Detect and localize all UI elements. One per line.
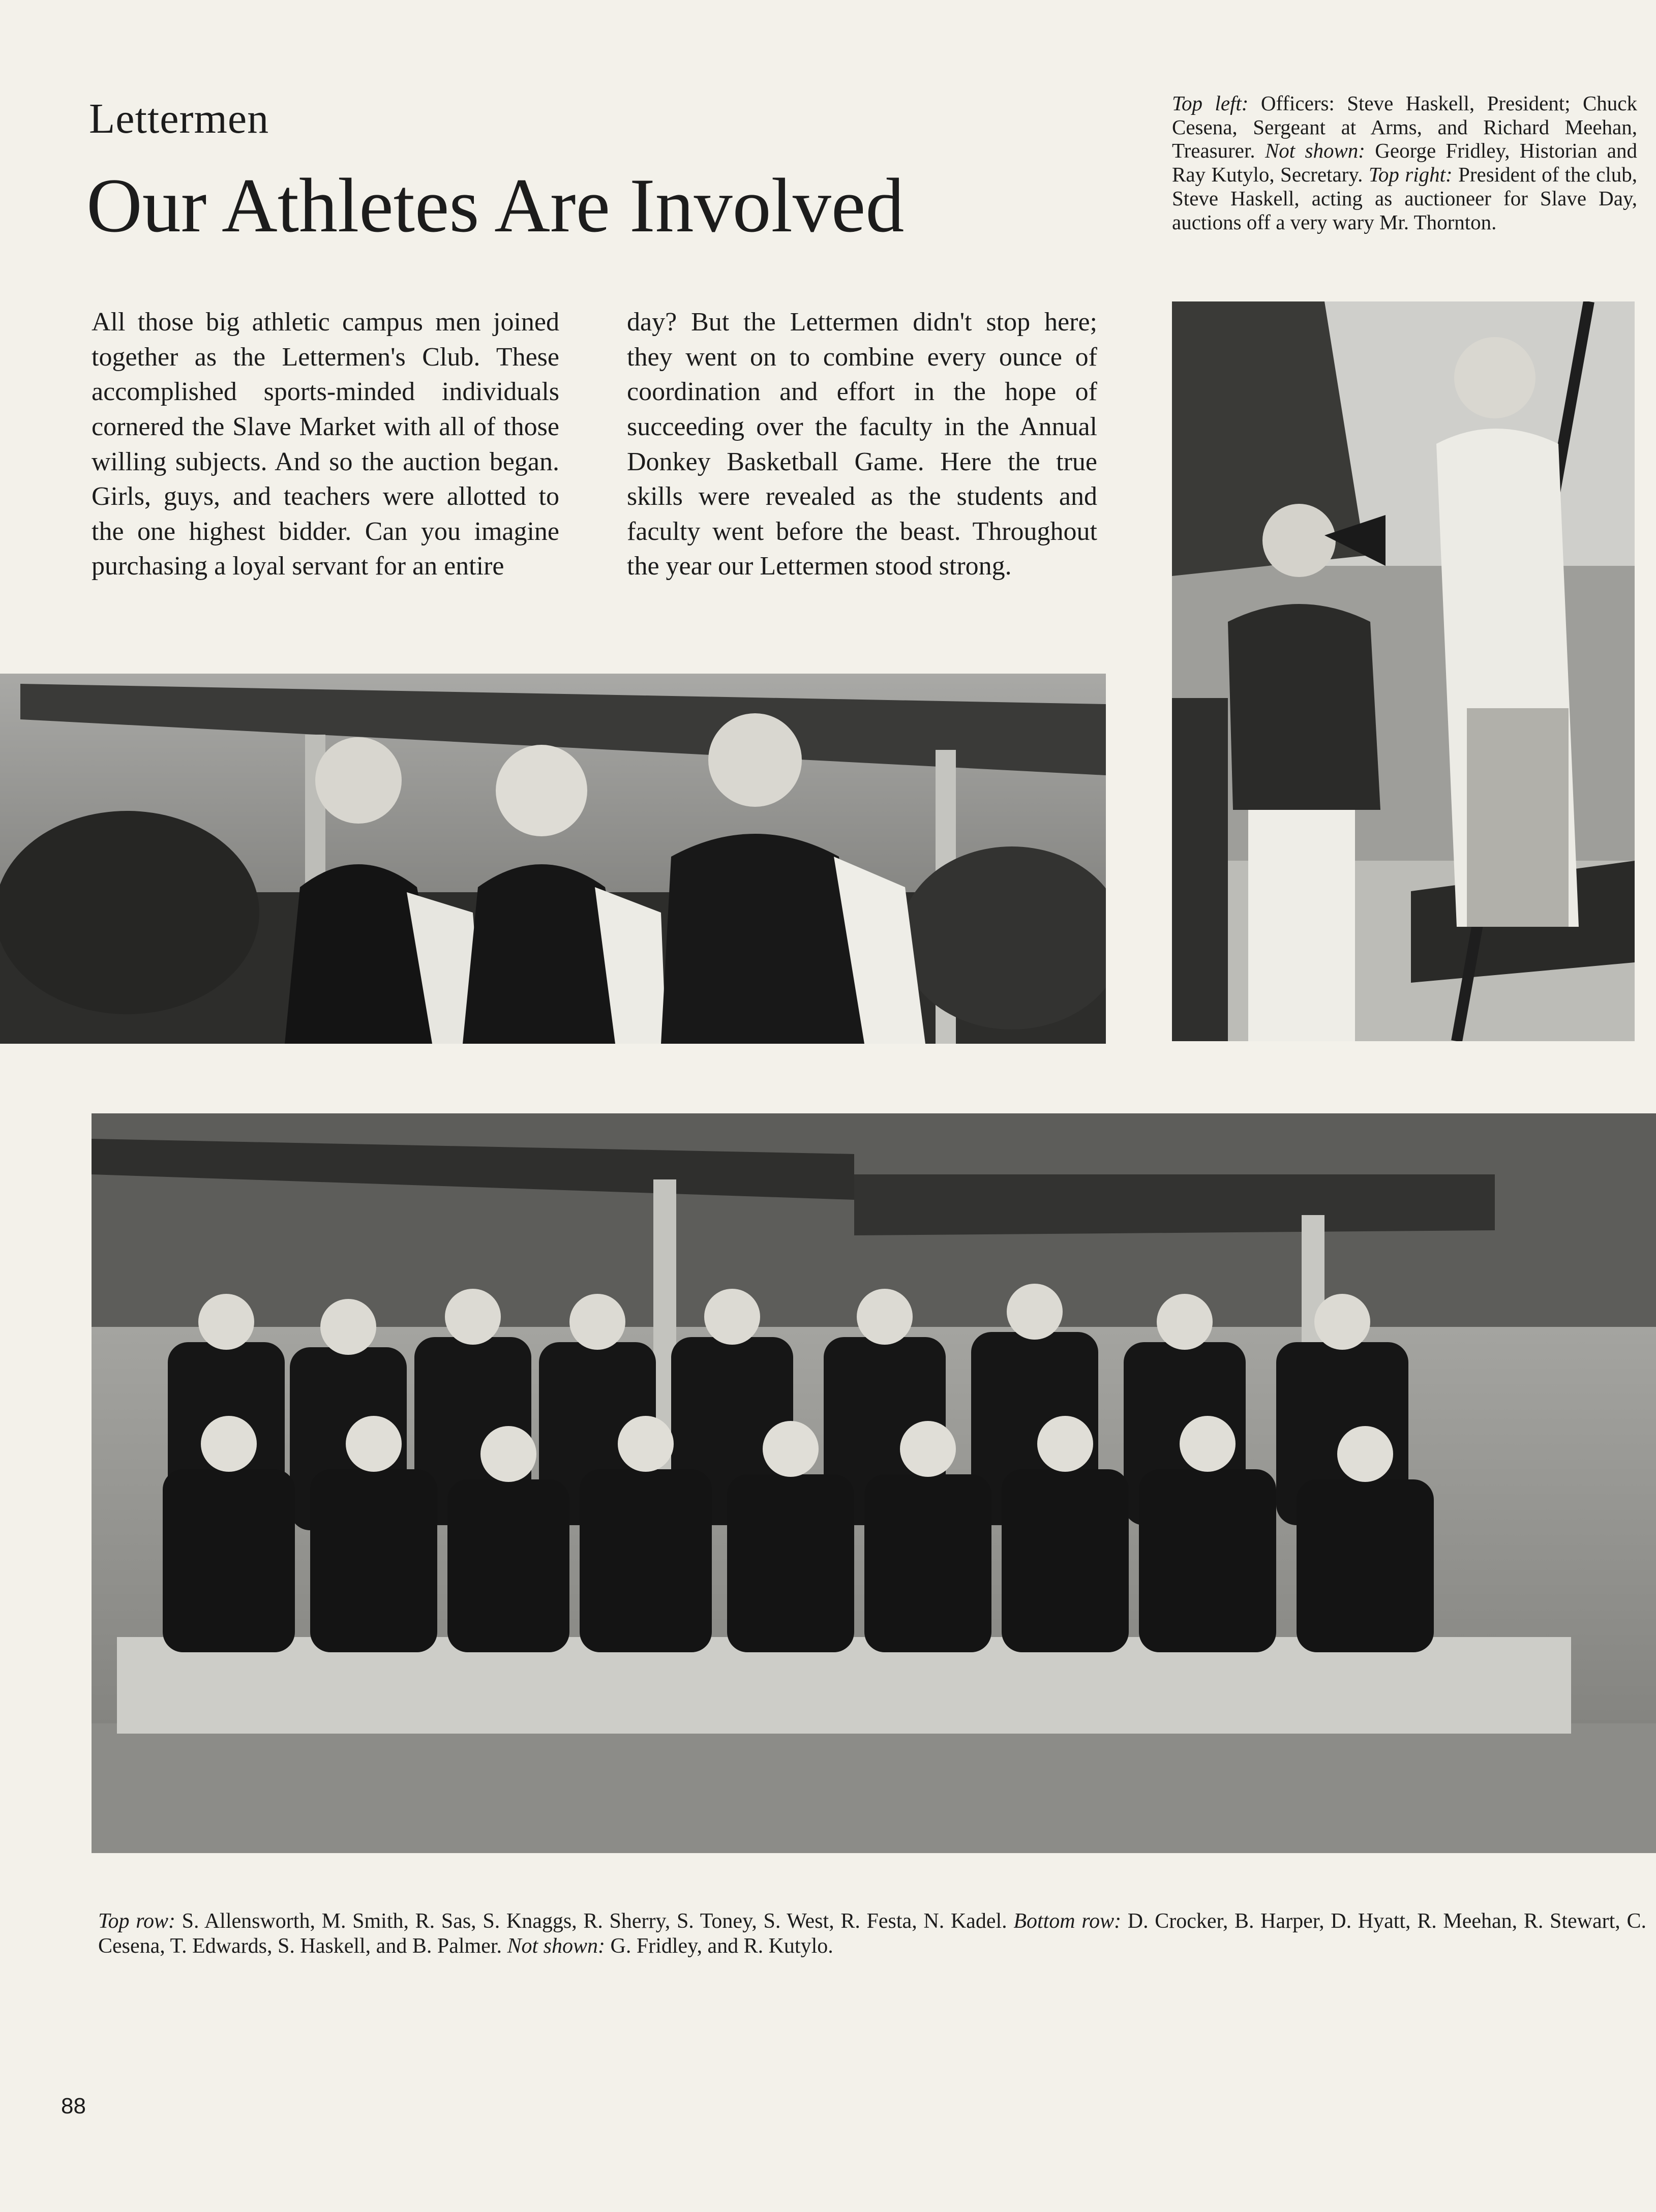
- caption-bottom-label-bottom-row: Bottom row:: [1013, 1910, 1122, 1933]
- officers-photo: [0, 674, 1106, 1044]
- caption-top: [1172, 92, 1637, 234]
- caption-top-text-officers: Officers: Steve Haskell, President; Chuck Cesena, Sergeant at Arms, and Richard Meehan, Treasurer.: [1172, 92, 1637, 163]
- caption-bottom-text-top-row: S. Allensworth, M. Smith, R. Sas, S. Knaggs, R. Sherry, S. Toney, S. West, R. Festa, N. Kadel.: [175, 1910, 1014, 1933]
- caption-top-label-top-right: Top right:: [1368, 163, 1453, 187]
- body-column-1: All those big athletic campus men joined together as the Lettermen's Club. These accomplished sports-minded individuals cornered the Slave Market with all of those willing subjects. And so the auction began. Girls, guys, and teachers were allotted to the one highest bidder. Can you imagine purchasing a loyal servant for an entire: [92, 308, 559, 581]
- auction-photo: [1172, 301, 1635, 1041]
- group-photo: [92, 1113, 1656, 1853]
- caption-top-text-not-shown: George Fridley, Historian and Ray Kutylo, Secretary.: [1172, 139, 1637, 187]
- caption-bottom-label-top-row: Top row:: [98, 1910, 175, 1933]
- caption-top-text-auctioneer: President of the club, Steve Haskell, acting as auctioneer for Slave Day, auctions off a very wary Mr. Thornton.: [1172, 163, 1637, 234]
- bottom-row-members: [163, 1469, 1434, 1652]
- caption-top-label-not-shown: Not shown:: [1264, 139, 1365, 163]
- section-label: Lettermen: [89, 95, 269, 142]
- page-number: 88: [61, 2094, 86, 2118]
- caption-top-label-top-left: Top left:: [1172, 92, 1249, 115]
- caption-bottom: [98, 1909, 1646, 1958]
- caption-bottom-text-bottom-row: D. Crocker, B. Harper, D. Hyatt, R. Meehan, R. Stewart, C. Cesena, T. Edwards, S. Haskell, and B. Palmer.: [98, 1910, 1646, 1958]
- caption-bottom-label-not-shown: Not shown:: [507, 1934, 606, 1958]
- body-column-2: day? But the Lettermen didn't stop here; they went on to combine every ounce of coordination and effort in the hope of succeeding over the faculty in the Annual Donkey Basketball Game. Here the true skills were revealed as the students and faculty went before the beast. Throughout the year our Lettermen stood strong.: [627, 308, 1097, 581]
- caption-bottom-text-not-shown: G. Fridley, and R. Kutylo.: [605, 1934, 833, 1958]
- page-headline: Our Athletes Are Involved: [86, 163, 905, 248]
